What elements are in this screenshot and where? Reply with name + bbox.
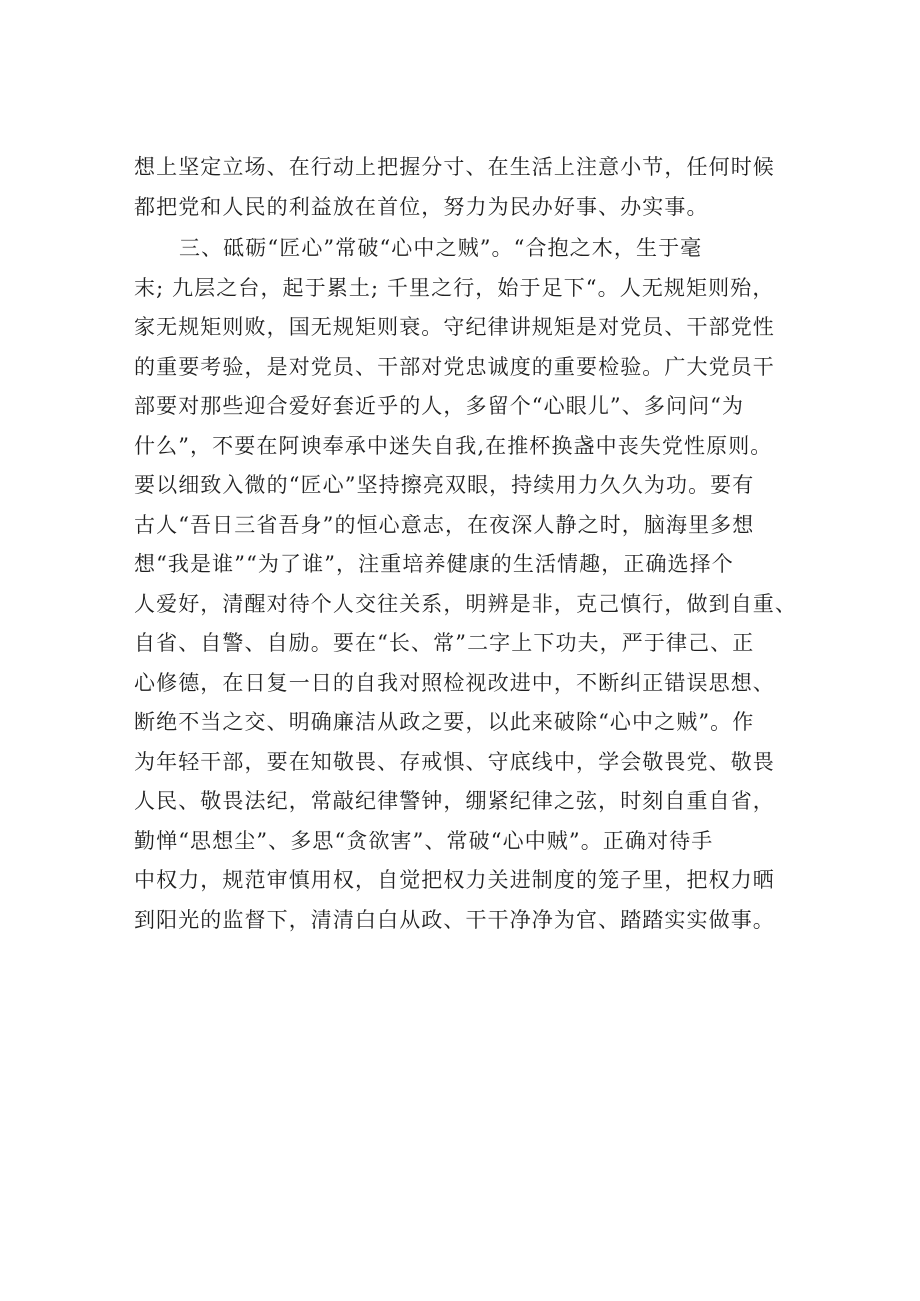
text-line: 勤惮“思想尘”、多思“贪欲害”、常破“心中贼”。正确对待手	[134, 828, 714, 853]
text-line: 断绝不当之交、明确廉洁从政之要，以此来破除“心中之贼”。作	[134, 710, 755, 734]
text-line: 为年轻干部，要在知敬畏、存戒惧、守底线中，学会敬畏党、敬畏	[134, 749, 775, 774]
text-line: 的重要考验，是对党员、干部对党忠诚度的重要检验。广大党员干	[134, 354, 775, 379]
text-line: 古人“吾日三省吾身”的恒心意志，在夜深人静之时，脑海里多想	[134, 512, 755, 537]
text-line: 到阳光的监督下，清清白白从政、干干净净为官、踏踏实实做事。	[134, 907, 775, 932]
text-line: 什么”，不要在阿谀奉承中迷失自我,在推杯换盏中丧失党性原则。	[134, 433, 773, 458]
text-line: 自省、自警、自励。要在“长、常”二字上下功夫，严于律己、正	[134, 631, 755, 655]
text-line: 家无规矩则败，国无规矩则衰。守纪律讲规矩是对党员、干部党性	[134, 315, 775, 339]
text-line: 人民、敬畏法纪，常敲纪律警钟，绷紧纪律之弦，时刻自重自省，	[134, 789, 775, 813]
paragraph-section-three	[134, 229, 797, 940]
text-line: 想上坚定立场、在行动上把握分寸、在生活上注意小节，任何时候	[134, 155, 775, 179]
text-line: 末; 九层之台，起于累土; 千里之行，始于足下“。人无规矩则殆，	[134, 275, 775, 300]
section-heading-line: 三、砥砺“匠心”常破“心中之贼”。“合抱之木，生于毫	[179, 236, 703, 260]
paragraph-continued	[134, 148, 794, 227]
text-line: 人爱好，清醒对待个人交往关系，明辨是非，克己慎行，做到自重、	[134, 591, 797, 616]
text-line: 心修德，在日复一日的自我对照检视改进中，不断纠正错误思想、	[134, 670, 775, 695]
text-line: 想“我是谁”“为了谁”，注重培养健康的生活情趣，正确选择个	[134, 552, 734, 576]
text-line: 部要对那些迎合爱好套近乎的人，多留个“心眼儿”、多问问“为	[134, 394, 745, 418]
text-line: 要以细致入微的“匠心”坚持擦亮双眼，持续用力久久为功。要有	[134, 473, 755, 497]
text-line: 都把党和人民的利益放在首位，努力为民办好事、办实事。	[134, 194, 709, 219]
text-line: 中权力，规范审慎用权，自觉把权力关进制度的笼子里，把权力晒	[134, 868, 775, 892]
